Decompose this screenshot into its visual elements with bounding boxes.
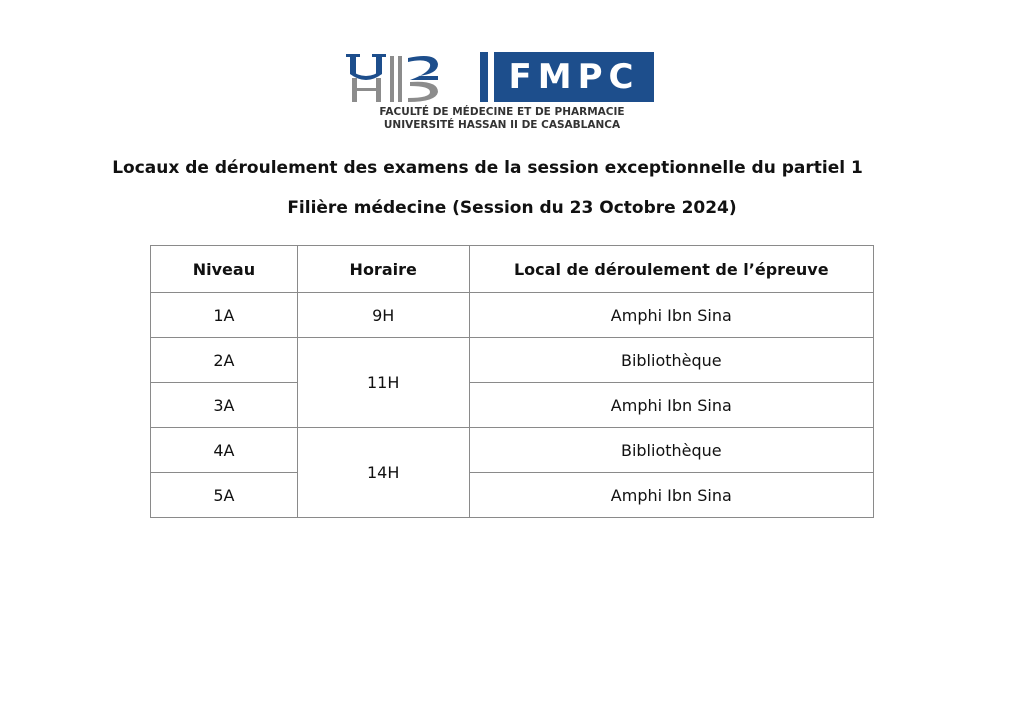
- fmpc-logo: [346, 50, 658, 134]
- table-header-row: [151, 246, 874, 293]
- header-niveau: Niveau: [151, 246, 298, 293]
- cell-local: Amphi Ibn Sina: [469, 383, 873, 428]
- cell-niveau: 2A: [151, 338, 298, 383]
- cell-local: Amphi Ibn Sina: [469, 293, 873, 338]
- cell-horaire: 14H: [297, 428, 469, 518]
- cell-horaire: 9H: [297, 293, 469, 338]
- cell-local: Bibliothèque: [469, 338, 873, 383]
- table-row: [151, 338, 874, 383]
- uh2c-emblem-icon: [346, 52, 458, 104]
- table-row: [151, 428, 874, 473]
- cell-niveau: 5A: [151, 473, 298, 518]
- header-local: Local de déroulement de l’épreuve: [469, 246, 873, 293]
- page-title: Locaux de déroulement des examens de la session exceptionnelle du partiel 1: [112, 158, 863, 178]
- cell-local: Bibliothèque: [469, 428, 873, 473]
- table-row: [151, 383, 874, 428]
- cell-niveau: 3A: [151, 383, 298, 428]
- cell-niveau: 1A: [151, 293, 298, 338]
- header-horaire: Horaire: [297, 246, 469, 293]
- university-name: UNIVERSITÉ HASSAN II DE CASABLANCA: [383, 119, 621, 131]
- cell-niveau: 4A: [151, 428, 298, 473]
- faculty-name: FACULTÉ DE MÉDECINE ET DE PHARMACIE: [379, 106, 625, 118]
- logo-divider-bar: [480, 52, 488, 102]
- exam-locations-table: [150, 245, 874, 518]
- fmpc-brand: FMPC: [494, 52, 654, 102]
- cell-local: Amphi Ibn Sina: [469, 473, 873, 518]
- page-subtitle: Filière médecine (Session du 23 Octobre 2024): [287, 198, 737, 218]
- table-row: [151, 473, 874, 518]
- cell-horaire: 11H: [297, 338, 469, 428]
- table-row: [151, 293, 874, 338]
